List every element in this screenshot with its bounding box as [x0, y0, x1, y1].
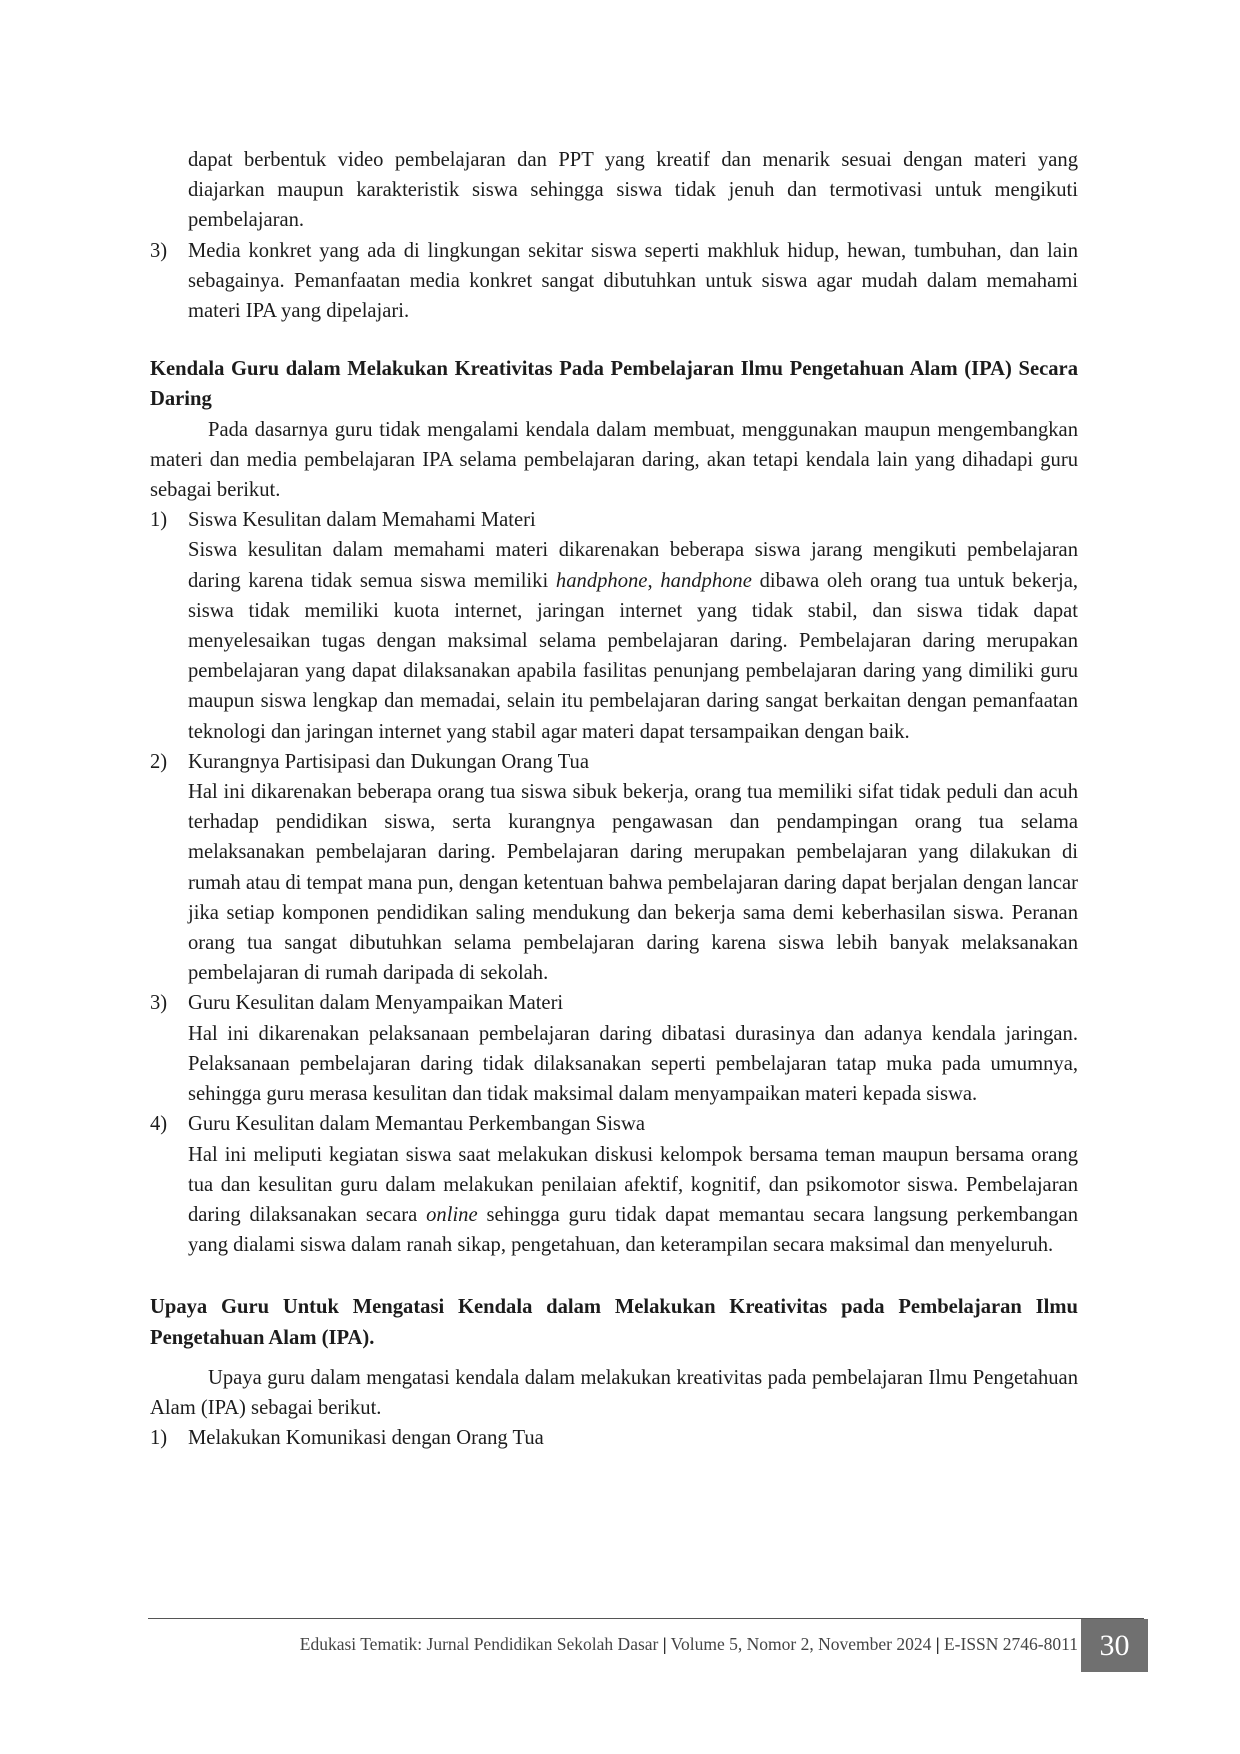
journal-issn: E-ISSN 2746-8011 — [943, 1634, 1078, 1654]
journal-volume: Volume 5, Nomor 2, November 2024 — [670, 1634, 932, 1654]
page-number: 30 — [1081, 1619, 1148, 1672]
list-item-kendala-1 — [150, 505, 1078, 535]
section-intro-kendala: Pada dasarnya guru tidak mengalami kendala dalam membuat, menggunakan maupun mengembangkan materi dan media pembelajaran IPA selama pembelajaran daring, akan tetapi kendala lain yang dihadapi guru sebagai berikut. — [150, 418, 1078, 502]
italic-term: handphone — [660, 569, 752, 592]
section-intro-upaya: Upaya guru dalam mengatasi kendala dalam melakukan kreativitas pada pembelajaran Ilmu Pengetahuan Alam (IPA) sebagai berikut. — [150, 1366, 1078, 1419]
body-text: Hal ini meliputi kegiatan siswa saat melakukan diskusi kelompok bersama teman maupun bersama orang tua dan kesulitan guru dalam melakukan penilaian afektif, kognitif, dan psikomotor siswa. Pembelajaran daring dilaksanakan secara — [188, 1143, 1078, 1226]
list-item-media-konkret — [150, 236, 1078, 327]
list-number: 3) — [150, 239, 168, 262]
list-number: 1) — [150, 1427, 168, 1450]
list-item-title: Melakukan Komunikasi dengan Orang Tua — [188, 1427, 544, 1450]
list-item-body: Hal ini dikarenakan pelaksanaan pembelajaran daring dibatasi durasinya dan adanya kendala jaringan. Pelaksanaan pembelajaran daring tidak dilaksanakan seperti pembelajaran tatap muka pada umumnya, sehingga guru merasa kesulitan dan tidak maksimal dalam menyampaikan materi kepada siswa. — [188, 1022, 1078, 1106]
journal-name: Edukasi Tematik: Jurnal Pendidikan Sekolah Dasar — [299, 1634, 659, 1654]
list-item-body: Hal ini dikarenakan beberapa orang tua siswa sibuk bekerja, orang tua memiliki sifat tidak peduli dan acuh terhadap pendidikan siswa, serta kurangnya pengawasan dan pendampingan orang tua selama melaksanakan pembelajaran daring. Pembelajaran daring merupakan pembelajaran yang dilakukan di rumah atau di tempat mana pun, dengan ketentuan bahwa pembelajaran daring dapat berjalan dengan lancar jika setiap komponen pendidikan saling mendukung dan bekerja sama demi keberhasilan siswa. Peranan orang tua sangat dibutuhkan selama pembelajaran daring karena siswa lebih banyak melaksanakan pembelajaran di rumah daripada di sekolah. — [188, 781, 1078, 985]
italic-term: handphone — [555, 569, 648, 592]
list-item-text: Media konkret yang ada di lingkungan sekitar siswa seperti makhluk hidup, hewan, tumbuhan, dan lain sebagainya. Pemanfaatan media konkret sangat dibutuhkan untuk siswa agar mudah dalam memahami materi IPA yang dipelajari. — [188, 239, 1078, 323]
body-text: , — [647, 569, 661, 592]
italic-term: online — [426, 1203, 478, 1226]
list-item-body — [150, 1140, 1078, 1261]
section-heading-upaya: Upaya Guru Untuk Mengatasi Kendala dalam Melakukan Kreativitas pada Pembelajaran Ilmu Pengetahuan Alam (IPA). — [150, 1296, 1078, 1349]
footer-separator: | — [662, 1634, 667, 1654]
list-item-body — [150, 535, 1078, 746]
article-body — [150, 145, 1078, 1453]
list-item-kendala-4 — [150, 1109, 1078, 1139]
list-item-kendala-3 — [150, 988, 1078, 1018]
list-item-upaya-1 — [150, 1423, 1078, 1453]
list-number: 3) — [150, 992, 168, 1015]
list-number: 4) — [150, 1113, 168, 1136]
body-text: sehingga guru tidak dapat memantau secara langsung perkembangan yang dialami siswa dalam ranah sikap, pengetahuan, dan keterampilan secara maksimal dan menyeluruh. — [188, 1203, 1078, 1257]
footer-separator: | — [935, 1634, 940, 1654]
list-item-kendala-2 — [150, 747, 1078, 777]
journal-footer — [300, 1634, 1078, 1655]
body-text: dibawa oleh orang tua untuk bekerja, siswa tidak memiliki kuota internet, jaringan internet yang tidak stabil, dan siswa tidak dapat menyelesaikan tugas dengan maksimal selama pembelajaran daring. Pembelajaran daring merupakan pembelajaran yang dapat dilaksanakan apabila fasilitas penunjang pembelajaran daring yang dimiliki guru maupun siswa lengkap dan memadai, selain itu pembelajaran daring sangat berkaitan dengan pemanfaatan teknologi dan jaringan internet yang stabil agar materi dapat tersampaikan dengan baik. — [188, 569, 1079, 743]
list-item-title: Kurangnya Partisipasi dan Dukungan Orang Tua — [188, 750, 589, 773]
body-text: Siswa kesulitan dalam memahami materi dikarenakan beberapa siswa jarang mengikuti pembelajaran daring karena tidak semua siswa memiliki — [188, 539, 1078, 592]
list-number: 2) — [150, 750, 168, 773]
continuation-paragraph: dapat berbentuk video pembelajaran dan PPT yang kreatif dan menarik sesuai dengan materi yang diajarkan maupun karakteristik siswa sehingga siswa tidak jenuh dan termotivasi untuk mengikuti pembelajaran. — [188, 149, 1078, 232]
footer-divider — [148, 1618, 1144, 1619]
section-heading-kendala: Kendala Guru dalam Melakukan Kreativitas Pada Pembelajaran Ilmu Pengetahuan Alam (IPA) Secara Daring — [150, 358, 1078, 411]
list-item-title: Siswa Kesulitan dalam Memahami Materi — [188, 509, 536, 532]
list-item-title: Guru Kesulitan dalam Menyampaikan Materi — [188, 992, 564, 1015]
list-item-title: Guru Kesulitan dalam Memantau Perkembangan Siswa — [188, 1113, 645, 1136]
list-number: 1) — [150, 509, 168, 532]
